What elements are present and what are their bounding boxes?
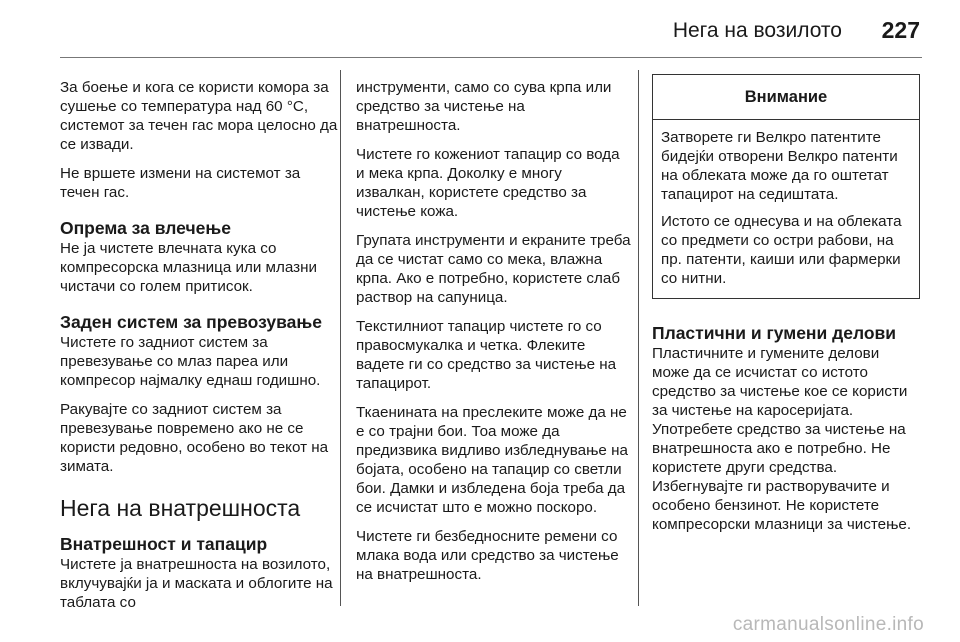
paragraph: Не вршете измени на системот за течен гас. bbox=[60, 165, 301, 201]
paragraph: Чистете го задниот систем за превезување со млаз пареа или компресор најмалку еднаш годишно. bbox=[60, 334, 321, 389]
running-title: Нега на возилото bbox=[672, 19, 842, 42]
page-number: 227 bbox=[881, 17, 920, 43]
paragraph: Ткаенината на преслеките може да не е со трајни бои. Тоа може да предизвика видливо избледнување на бојата, особено на тапацир со светли бои. Дамки и избледена боја треба да се исчистат што е можно поскоро. bbox=[356, 404, 628, 516]
paragraph: Чистете ја внатрешноста на возилото, вклучувајќи ја и маската и облогите на таблата со bbox=[60, 556, 333, 611]
section-heading-rear-carrier: Заден систем за превозување bbox=[60, 312, 322, 332]
paragraph: инструменти, само со сува крпа или средство за чистење на внатрешноста. bbox=[356, 79, 612, 134]
warning-paragraph: Истото се однесува и на облеката со предмети со остри рабови, на пр. патенти, каиши или фармерки со нитни. bbox=[661, 213, 902, 287]
column-divider-1 bbox=[340, 70, 341, 606]
paragraph: Пластичните и гумените делови може да се исчистат со истото средство за чистење кое се користи за чистење на каросеријата. Употребете средство за чистење на внатрешноста ако е потребно. Не користете други средства. Избегнувајте ги растворувачите и особено бензинот. Не користете компресорски млазници за чистење. bbox=[652, 345, 912, 533]
section-heading-towing: Опрема за влечење bbox=[60, 218, 231, 238]
watermark: carmanualsonline.info bbox=[732, 614, 924, 635]
section-heading-interior: Внатрешност и тапацир bbox=[60, 534, 268, 554]
paragraph: Ракувајте со задниот систем за превезување повремено ако не се користи редовно, особено во текот на зимата. bbox=[60, 401, 329, 475]
column-middle bbox=[356, 78, 631, 594]
section-heading-plastic-rubber: Пластични и гумени делови bbox=[652, 323, 897, 343]
column-divider-2 bbox=[638, 70, 639, 606]
paragraph: Не ја чистете влечната кука со компресорска млазница или млазни чистачи со голем притисок. bbox=[60, 240, 317, 295]
column-right bbox=[652, 74, 920, 544]
paragraph: Чистете го кожениот тапацир со вода и мека крпа. Доколку е многу извалкан, користете средство за чистење кожа. bbox=[356, 146, 620, 220]
page-header bbox=[0, 0, 960, 70]
paragraph: Групата инструменти и екраните треба да се чистат само со мека, влажна крпа. Ако е потребно, користете слаб раствор на сапуница. bbox=[356, 232, 631, 306]
chapter-heading: Нега на внатрешноста bbox=[60, 495, 301, 521]
warning-paragraph: Затворете ги Велкро патентите бидејќи отворени Велкро патенти на облеката може да го оштетат тапацирот на седиштата. bbox=[661, 129, 898, 203]
warning-title: Внимание bbox=[653, 75, 919, 120]
paragraph: За боење и кога се користи комора за сушење со температура над 60 °C, системот за течен гас мора целосно да се извади. bbox=[60, 79, 338, 153]
header-divider bbox=[60, 57, 922, 58]
paragraph: Чистете ги безбедносните ремени со млака вода или средство за чистење на внатрешноста. bbox=[356, 528, 619, 583]
column-left bbox=[60, 78, 338, 622]
paragraph: Текстилниот тапацир чистете го со правосмукалка и четка. Флеките вадете ги со средство за чистење на тапацирот. bbox=[356, 318, 617, 392]
warning-box bbox=[652, 74, 920, 299]
warning-body bbox=[653, 120, 919, 298]
